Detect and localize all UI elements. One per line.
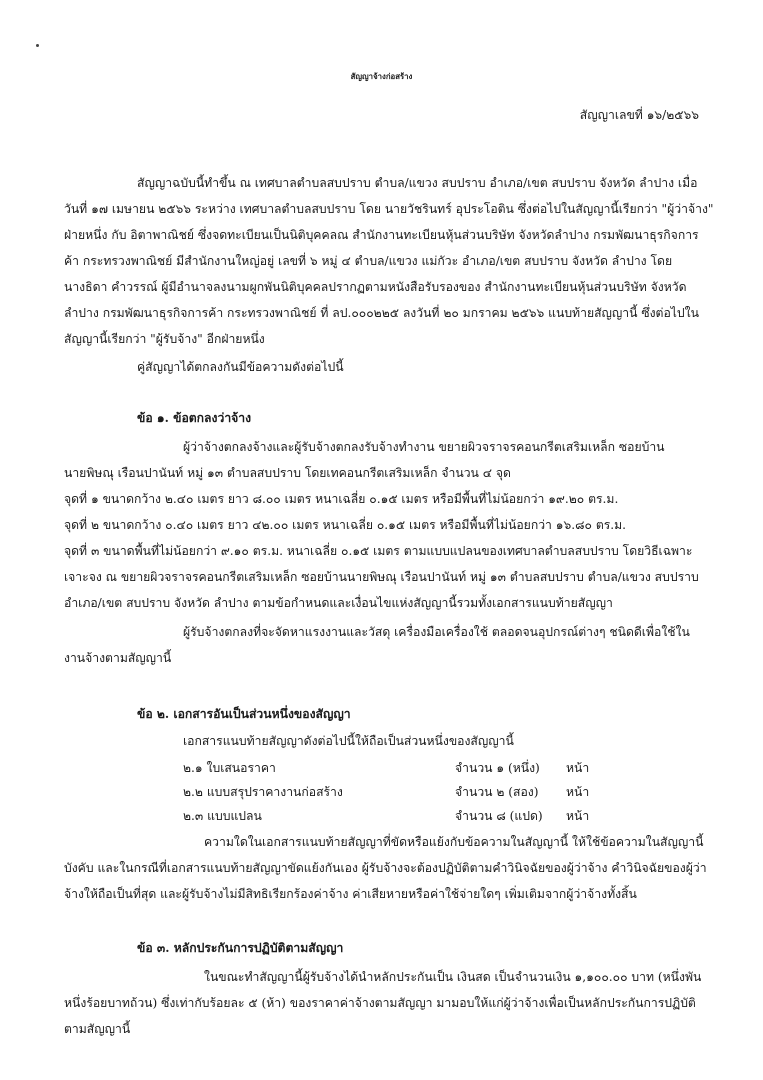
clause-3-line: ในขณะทำสัญญานี้ผู้รับจ้างได้นำหลักประกันเป็น เงินสด เป็นจำนวนเงิน ๑,๑๐๐.๐๐ บาท (หนึ่งพัน xyxy=(204,970,702,984)
intro-line: นางธิดา คำวรรณ์ ผู้มีอำนาจลงนามผูกพันนิติบุคคลปรากฏตามหนังสือรับรองของ สำนักงานทะเบียนหุ้นส่วนบริษัท จังหวัด xyxy=(64,280,687,294)
scan-speck xyxy=(36,44,39,47)
intro-line: สัญญานี้เรียกว่า "ผู้รับจ้าง" อีกฝ่ายหนึ่ง xyxy=(64,332,265,346)
contract-number: สัญญาเลขที่ ๑๖/๒๕๖๖ xyxy=(579,108,699,122)
attachment-unit: หน้า xyxy=(566,761,590,775)
clause-2-line: ความใดในเอกสารแนบท้ายสัญญาที่ขัดหรือแย้งกับข้อความในสัญญานี้ ให้ใช้ข้อความในสัญญานี้ xyxy=(204,835,704,849)
agreement-line: คู่สัญญาได้ตกลงกันมีข้อความดังต่อไปนี้ xyxy=(137,360,344,374)
clause-1-heading: ข้อ ๑. ข้อตกลงว่าจ้าง xyxy=(137,411,252,425)
attachment-label: ๒.๑ ใบเสนอราคา xyxy=(183,761,276,775)
attachment-count: จำนวน ๒ (สอง) xyxy=(455,785,539,799)
clause-1-line: นายพิษณุ เรือนปานันท์ หมู่ ๑๓ ตำบลสบปราบ โดยเทคอนกรีตเสริมเหล็ก จำนวน ๔ จุด xyxy=(64,466,511,480)
clause-1-line: งานจ้างตามสัญญานี้ xyxy=(64,651,172,665)
clause-3-line: ตามสัญญานี้ xyxy=(64,1022,131,1036)
intro-line: ฝ่ายหนึ่ง กับ อิตาพาณิชย์ ซึ่งจดทะเบียนเป็นนิติบุคคลณ สำนักงานทะเบียนหุ้นส่วนบริษัท จังหวัดลำปาง กรมพัฒนาธุรกิจการ xyxy=(64,228,699,242)
intro-line: ค้า กระทรวงพาณิชย์ มีสำนักงานใหญ่อยู่ เลขที่ ๖ หมู่ ๔ ตำบล/แขวง แม่กัวะ อำเภอ/เขต สบปราบ จังหวัด ลำปาง โดย xyxy=(64,254,673,268)
clause-3-line: หนึ่งร้อยบาทถ้วน) ซึ่งเท่ากับร้อยละ ๕ (ห้า) ของราคาค่าจ้างตามสัญญา มามอบให้แก่ผู้ว่าจ้างเพื่อเป็นหลักประกันการปฏิบัติ xyxy=(64,996,696,1010)
attachment-count: จำนวน ๘ (แปด) xyxy=(455,809,543,823)
intro-line: วันที่ ๑๗ เมษายน ๒๕๖๖ ระหว่าง เทศบาลตำบลสบปราบ โดย นายวัชรินทร์ อุประโอติน ซึ่งต่อไปในสัญญานี้เรียกว่า "ผู้ว่าจ้าง" xyxy=(64,202,714,216)
clause-2-heading: ข้อ ๒. เอกสารอันเป็นส่วนหนึ่งของสัญญา xyxy=(137,707,351,721)
clause-1-line: อำเภอ/เขต สบปราบ จังหวัด ลำปาง ตามข้อกำหนดและเงื่อนไขแห่งสัญญานี้รวมทั้งเอกสารแนบท้ายสัญญา xyxy=(64,596,613,610)
clause-1-line: ผู้รับจ้างตกลงที่จะจัดหาแรงงานและวัสดุ เครื่องมือเครื่องใช้ ตลอดจนอุปกรณ์ต่างๆ ชนิดดีเพื่อใช้ใน xyxy=(183,625,690,639)
attachment-unit: หน้า xyxy=(566,785,590,799)
intro-line: สัญญาฉบับนี้ทำขึ้น ณ เทศบาลตำบลสบปราบ ตำบล/แขวง สบปราบ อำเภอ/เขต สบปราบ จังหวัด ลำปาง เมื่อ xyxy=(137,176,698,190)
clause-1-line: ผู้ว่าจ้างตกลงจ้างและผู้รับจ้างตกลงรับจ้างทำงาน ขยายผิวจราจรคอนกรีตเสริมเหล็ก ซอยบ้าน xyxy=(183,440,665,454)
clause-2-line: จ้างให้ถือเป็นที่สุด และผู้รับจ้างไม่มีสิทธิเรียกร้องค่าจ้าง ค่าเสียหายหรือค่าใช้จ่ายใดๆ เพิ่มเติมจากผู้ว่าจ้างทั้งสิ้น xyxy=(64,887,637,901)
clause-1-line: จุดที่ ๓ ขนาดพื้นที่ไม่น้อยกว่า ๙.๑๐ ตร.ม. หนาเฉลี่ย ๐.๑๕ เมตร ตามแบบแปลนของเทศบาลตำบลสบปราบ โดยวิธีเฉพาะ xyxy=(64,544,693,558)
clause-2-intro: เอกสารแนบท้ายสัญญาดังต่อไปนี้ให้ถือเป็นส่วนหนึ่งของสัญญานี้ xyxy=(183,734,514,748)
attachment-count: จำนวน ๑ (หนึ่ง) xyxy=(455,761,540,775)
clause-1-line: จุดที่ ๒ ขนาดกว้าง ๐.๔๐ เมตร ยาว ๔๒.๐๐ เมตร หนาเฉลี่ย ๐.๑๕ เมตร หรือมีพื้นที่ไม่น้อยกว่า ๑๖.๘๐ ตร.ม. xyxy=(64,518,627,532)
intro-line: ลำปาง กรมพัฒนาธุรกิจการค้า กระทรวงพาณิชย์ ที่ ลป.๐๐๐๒๒๕ ลงวันที่ ๒๐ มกราคม ๒๕๖๖ แนบท้ายสัญญานี้ ซึ่งต่อไปใน xyxy=(64,306,699,320)
attachment-unit: หน้า xyxy=(566,809,590,823)
document-title: สัญญาจ้างก่อสร้าง xyxy=(350,72,413,81)
clause-2-line: บังคับ และในกรณีที่เอกสารแนบท้ายสัญญาขัดแย้งกันเอง ผู้รับจ้างจะต้องปฏิบัติตามคำวินิจฉัยของผู้ว่าจ้าง คำวินิจฉัยของผู้ว่า xyxy=(64,861,707,875)
attachment-label: ๒.๓ แบบแปลน xyxy=(183,809,262,823)
clause-1-line: จุดที่ ๑ ขนาดกว้าง ๒.๔๐ เมตร ยาว ๘.๐๐ เมตร หนาเฉลี่ย ๐.๑๕ เมตร หรือมีพื้นที่ไม่น้อยกว่า ๑๙.๒๐ ตร.ม. xyxy=(64,492,619,506)
clause-3-heading: ข้อ ๓. หลักประกันการปฏิบัติตามสัญญา xyxy=(137,941,344,955)
attachment-label: ๒.๒ แบบสรุปราคางานก่อสร้าง xyxy=(183,785,343,799)
clause-1-line: เจาะจง ณ ขยายผิวจราจรคอนกรีตเสริมเหล็ก ซอยบ้านนายพิษณุ เรือนปานันท์ หมู่ ๑๓ ตำบลสบปราบ ตำบล/แขวง สบปราบ xyxy=(64,570,699,584)
